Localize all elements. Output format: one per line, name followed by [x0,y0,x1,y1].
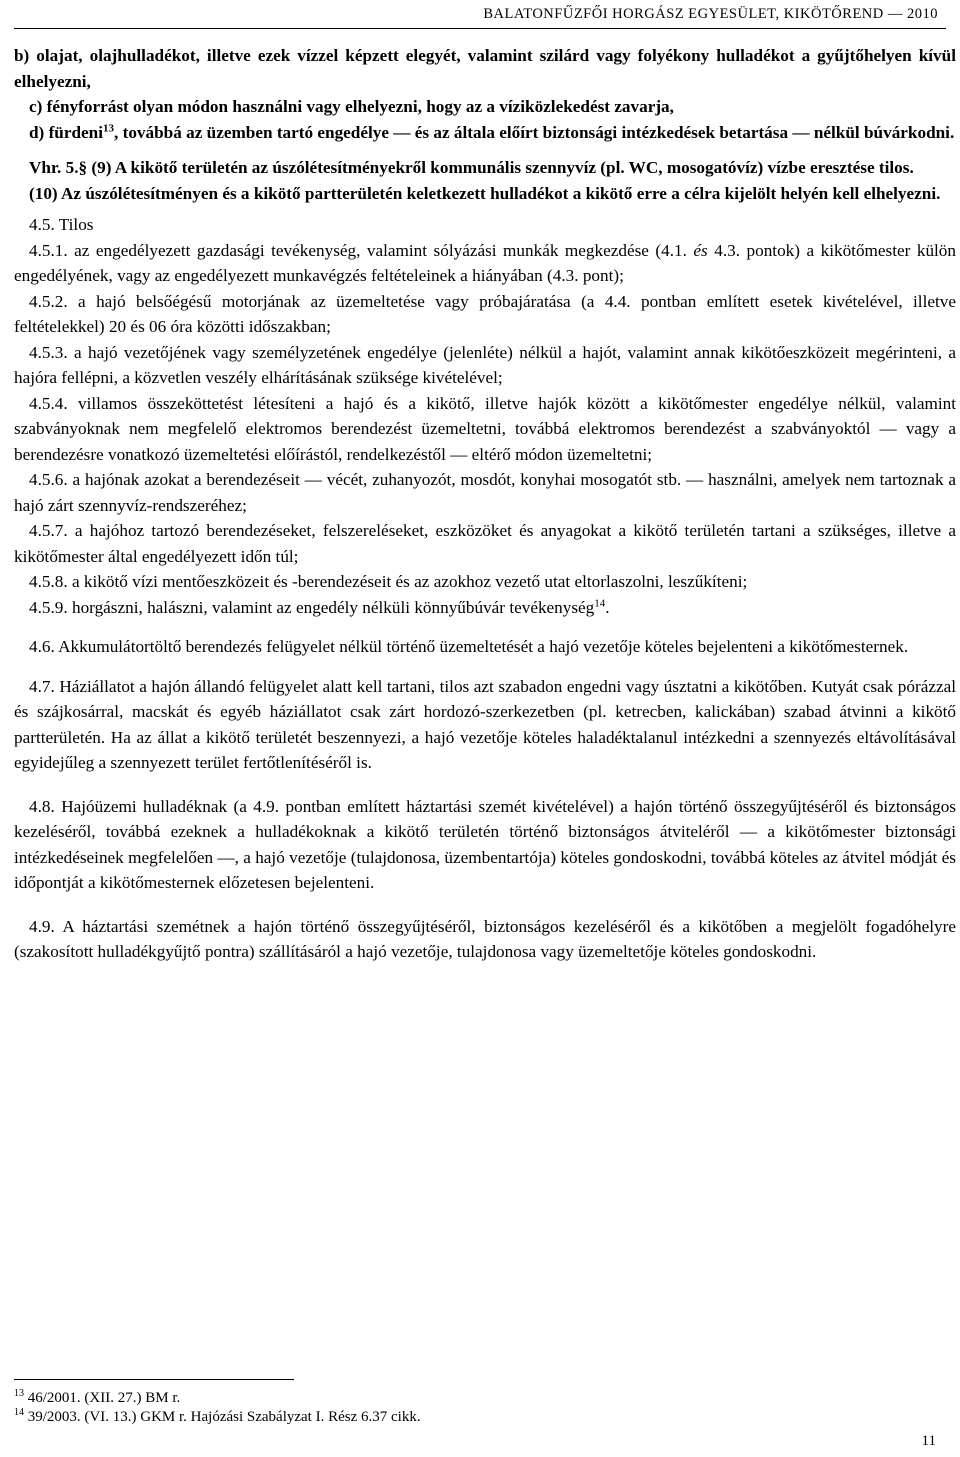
header-rule [14,28,946,29]
footnote-13-text: 46/2001. (XII. 27.) BM r. [24,1390,181,1406]
footnote-13-number: 13 [14,1388,24,1399]
section-4-5-9 [14,595,956,621]
item-d [14,120,956,146]
section-4-5-3: 4.5.3. a hajó vezetőjének vagy személyzetének engedélye (jelenléte) nélkül a hajót, valamint annak kikötőeszközeit megérinteni, a hajóra fellépni, a közvetlen veszély elhárításának szüksége kivételével; [14,342,956,387]
section-4-5-7: 4.5.7. a hajóhoz tartozó berendezéseket, felszereléseket, eszközöket és anyagokat a kikötő területén tartani a szükséges, illetve a kikötőmester által engedélyezett időn túl; [14,521,956,566]
vhr-paragraph-10: (10) Az úszólétesítményen és a kikötő partterületén keletkezett hulladékot a kikötő erre a célra kijelölt helyén kell elhelyezni. [29,183,941,203]
footnote-13 [14,1389,914,1408]
section-4-6: 4.6. Akkumulátortöltő berendezés felügyelet nélkül történő üzemeltetését a hajó vezetője köteles bejelenteni a kikötőmesternek. [29,637,909,656]
section-4-5-8: 4.5.8. a kikötő vízi mentőeszközeit és -berendezéseit és az azokhoz vezető utat eltorlaszolni, leszűkíteni; [29,572,748,591]
footnote-14-number: 14 [14,1407,24,1418]
section-4-5-1-text: 4.5.1. az engedélyezett gazdasági tevékenység, valamint sólyázási munkák megkezdése (4.1. [29,240,694,260]
section-4-5-4: 4.5.4. villamos összeköttetést létesíteni a hajó és a kikötő, illetve hajók között a kikötőmester engedélye nélkül, valamint szabványoknak nem megfelelő elektromos berendezést üzemeltetni, továbbá elektromos berendezést a szabványoktól — vagy a berendezésre vonatkozó üzemeltetési előírástól, rendelkezéstől — eltérő módon üzemeltetni; [14,393,956,464]
section-4-5-9-text: 4.5.9. horgászni, halászni, valamint az engedély nélküli könnyűbúvár tevékenység [29,597,595,617]
section-4-5-6: 4.5.6. a hajónak azokat a berendezéseit — vécét, zuhanyozót, mosdót, konyhai mosogatót stb. — használni, amelyek nem tartoznak a hajó zárt szennyvíz-rendszeréhez; [14,470,956,515]
section-4-5-1-italic: és [693,240,708,260]
section-4-5-9-end: . [605,597,610,617]
footnote-ref-13: 13 [103,121,115,134]
vhr-paragraph-9: Vhr. 5.§ (9) A kikötő területén az úszólétesítményekről kommunális szennyvíz (pl. WC, mosogatóvíz) vízbe eresztése tilos. [29,158,914,177]
footnote-14 [14,1408,914,1427]
footnote-ref-14: 14 [594,596,606,609]
page-number: 11 [921,1433,936,1449]
section-4-5-1 [14,238,956,289]
document-body [14,43,956,965]
item-c: c) fényforrást olyan módon használni vagy elhelyezni, hogy az a víziközlekedést zavarja, [29,97,674,116]
section-4-8: 4.8. Hajóüzemi hulladéknak (a 4.9. pontban említett háztartási szemét kivételével) a hajón történő összegyűjtéséről és biztonságos kezeléséről, továbbá ezeknek a hulladékoknak a kikötő területén történő biztonságos átviteléről — a kikötőmester biztonsági intézkedéseinek megfelelően —, a hajó vezetője (tulajdonosa, üzembentartója) köteles gondoskodni, továbbá köteles az átvitel módját és időpontját a kikötőmesternek előzetesen bejelenteni. [14,796,956,892]
section-4-5-heading: 4.5. Tilos [29,215,94,234]
section-4-9: 4.9. A háztartási szemétnek a hajón történő összegyűjtéséről, biztonságos kezeléséről és a kikötőben a megjelölt fogadóhelyre (szakosított hulladékgyűjtő pontra) szállításáról a hajó vezetője, tulajdonosa vagy üzemeltetője köteles gondoskodni. [14,916,956,961]
footnote-rule [14,1379,294,1380]
running-header: BALATONFŰZFŐI HORGÁSZ EGYESÜLET, KIKÖTŐREND — 2010 [483,6,938,22]
section-4-5-1-rest: 4.3. pontok) a kikötőmester külön engedélyének, vagy az engedélyezett munkavégzés feltételeinek a hiányában (4.3. pont); [14,240,956,285]
section-4-7: 4.7. Háziállatot a hajón állandó felügyelet alatt kell tartani, tilos azt szabadon engedni vagy úsztatni a kikötőben. Kutyát csak pórázzal és szájkosárral, macskát és egyéb háziállatot csak zárt hordozó-szerkezetben (pl. ketrecben, kalickában) szabad átvinni a kikötő partterületén. Ha az állat a kikötő területét beszennyezi, a hajó vezetője köteles haladéktalanul intézkedni a szennyezés eltávolításával egyidejűleg a szennyezett terület fertőtlenítéséről is. [14,676,956,772]
footnote-14-text: 39/2003. (VI. 13.) GKM r. Hajózási Szabályzat I. Rész 6.37 cikk. [24,1409,421,1425]
section-4-5-2: 4.5.2. a hajó belsőégésű motorjának az üzemeltetése vagy próbajáratása (a 4.4. pontban említett esetek kivételével, illetve feltételekkel) 20 és 06 óra közötti időszakban; [14,291,956,336]
footnotes [14,1389,914,1427]
item-b: b) olajat, olajhulladékot, illetve ezek vízzel képzett elegyét, valamint szilárd vagy folyékony hulladékot a gyűjtőhelyen kívül elhelyezni, [14,46,956,91]
item-d-rest: , továbbá az üzemben tartó engedélye — és az általa előírt biztonsági intézkedések betartása — nélkül búvárkodni. [114,122,955,142]
item-d-text: d) fürdeni [29,122,104,142]
